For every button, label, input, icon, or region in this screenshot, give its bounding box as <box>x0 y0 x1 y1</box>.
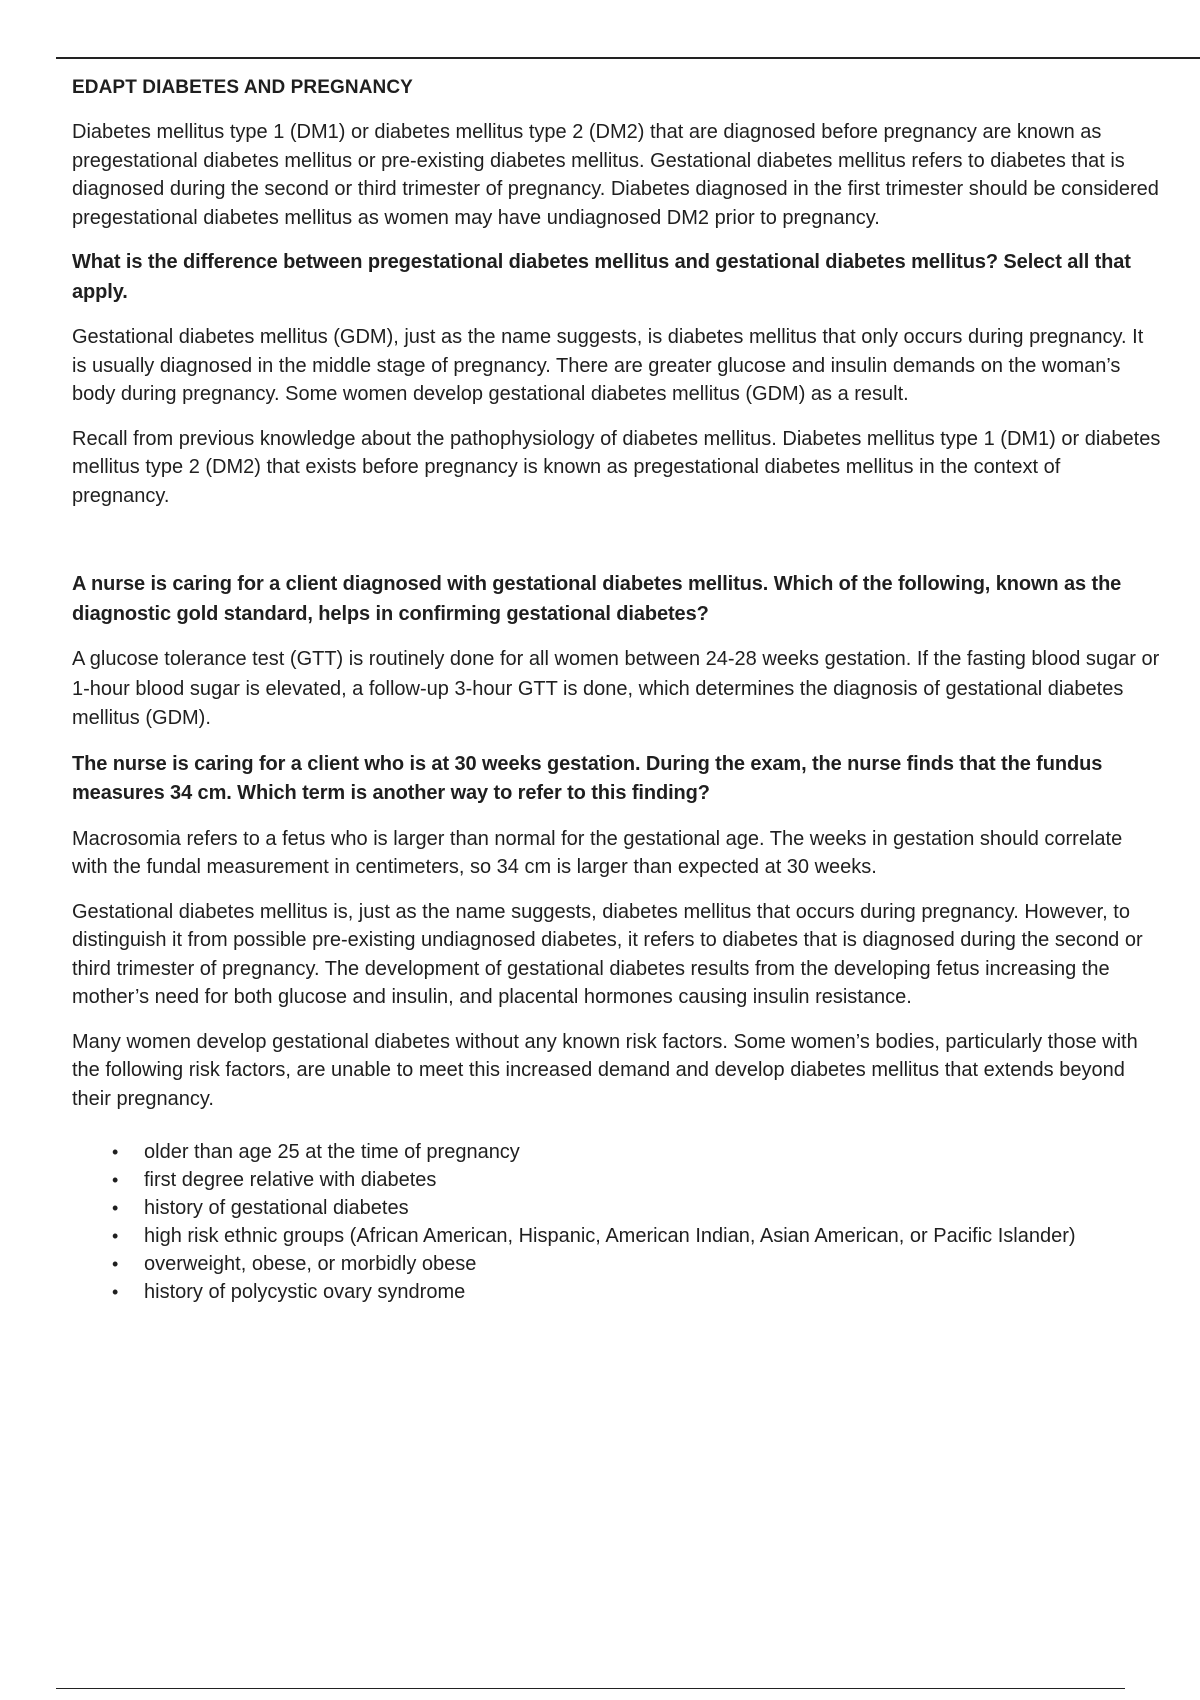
recall-paragraph: Recall from previous knowledge about the pathophysiology of diabetes mellitus. Diabetes mellitus type 1 (DM1) or diabetes mellitus type 2 (DM2) that exists before pregnancy is known as pregestational diabetes mellitus in the context of pregnancy. <box>72 427 1161 507</box>
answer-macrosomia-paragraph: Macrosomia refers to a fetus who is larger than normal for the gestational age. The weeks in gestation should correlate with the fundal measurement in centimeters, so 34 cm is larger than expected at 30 weeks. <box>72 827 1123 878</box>
list-item <box>112 1251 1094 1277</box>
bullet-icon: • <box>112 1254 119 1274</box>
top-horizontal-rule <box>56 57 1200 59</box>
bullet-icon: • <box>112 1170 119 1190</box>
list-item <box>112 1139 1094 1165</box>
list-item-text: older than age 25 at the time of pregnancy <box>144 1141 520 1163</box>
question-difference: What is the difference between pregestational diabetes mellitus and gestational diabetes mellitus? Select all that apply. <box>72 251 1131 303</box>
answer-gtt-paragraph: A glucose tolerance test (GTT) is routinely done for all women between 24-28 weeks gestation. If the fasting blood sugar or 1-hour blood sugar is elevated, a follow-up 3-hour GTT is done, which determines the diagnosis of gestational diabetes mellitus (GDM). <box>72 648 1160 729</box>
list-item <box>112 1195 1094 1221</box>
risk-factor-list <box>72 1139 1094 1305</box>
list-item-text: overweight, obese, or morbidly obese <box>144 1253 477 1275</box>
list-item-text: history of polycystic ovary syndrome <box>144 1281 466 1303</box>
bullet-icon: • <box>112 1198 119 1218</box>
document-title: EDAPT DIABETES AND PREGNANCY <box>72 77 413 98</box>
question-fundus: The nurse is caring for a client who is at 30 weeks gestation. During the exam, the nurse finds that the fundus measures 34 cm. Which term is another way to refer to this finding? <box>72 752 1103 804</box>
bottom-horizontal-rule <box>56 1688 1125 1689</box>
bullet-icon: • <box>112 1142 119 1162</box>
question-gold-standard: A nurse is caring for a client diagnosed with gestational diabetes mellitus. Which of the following, known as the diagnostic gold standard, helps in confirming gestational diabetes? <box>72 573 1122 625</box>
intro-paragraph: Diabetes mellitus type 1 (DM1) or diabetes mellitus type 2 (DM2) that are diagnosed before pregnancy are known as pregestational diabetes mellitus or pre-existing diabetes mellitus. Gestational diabetes mellitus refers to diabetes that is diagnosed during the second or third trimester of pregnancy. Diabetes diagnosed in the first trimester should be considered pregestational diabetes mellitus as women may have undiagnosed DM2 prior to pregnancy. <box>72 121 1159 229</box>
list-item <box>112 1279 1094 1305</box>
list-item-text: high risk ethnic groups (African American, Hispanic, American Indian, Asian American, or Pacific Islander) <box>144 1225 1076 1247</box>
list-item-text: history of gestational diabetes <box>144 1197 409 1219</box>
list-item <box>112 1223 1094 1249</box>
section-spacer <box>72 526 1162 570</box>
list-item-text: first degree relative with diabetes <box>144 1169 437 1191</box>
list-item <box>112 1167 1094 1193</box>
answer-gdm-paragraph: Gestational diabetes mellitus (GDM), just as the name suggests, is diabetes mellitus that only occurs during pregnancy. It is usually diagnosed in the middle stage of pregnancy. There are greater glucose and insulin demands on the woman’s body during pregnancy. Some women develop gestational diabetes mellitus (GDM) as a result. <box>72 326 1144 405</box>
bullet-icon: • <box>112 1282 119 1302</box>
gdm-explanation-paragraph: Gestational diabetes mellitus is, just as the name suggests, diabetes mellitus that occurs during pregnancy. However, to distinguish it from possible pre-existing undiagnosed diabetes, it refers to diabetes that is diagnosed during the second or third trimester of pregnancy. The development of gestational diabetes results from the developing fetus increasing the mother’s need for both glucose and insulin, and placental hormones causing insulin resistance. <box>72 900 1143 1008</box>
risk-intro-paragraph: Many women develop gestational diabetes without any known risk factors. Some women’s bodies, particularly those with the following risk factors, are unable to meet this increased demand and develop diabetes mellitus that extends beyond their pregnancy. <box>72 1030 1138 1110</box>
document-body <box>72 74 1162 1307</box>
bullet-icon: • <box>112 1226 119 1246</box>
